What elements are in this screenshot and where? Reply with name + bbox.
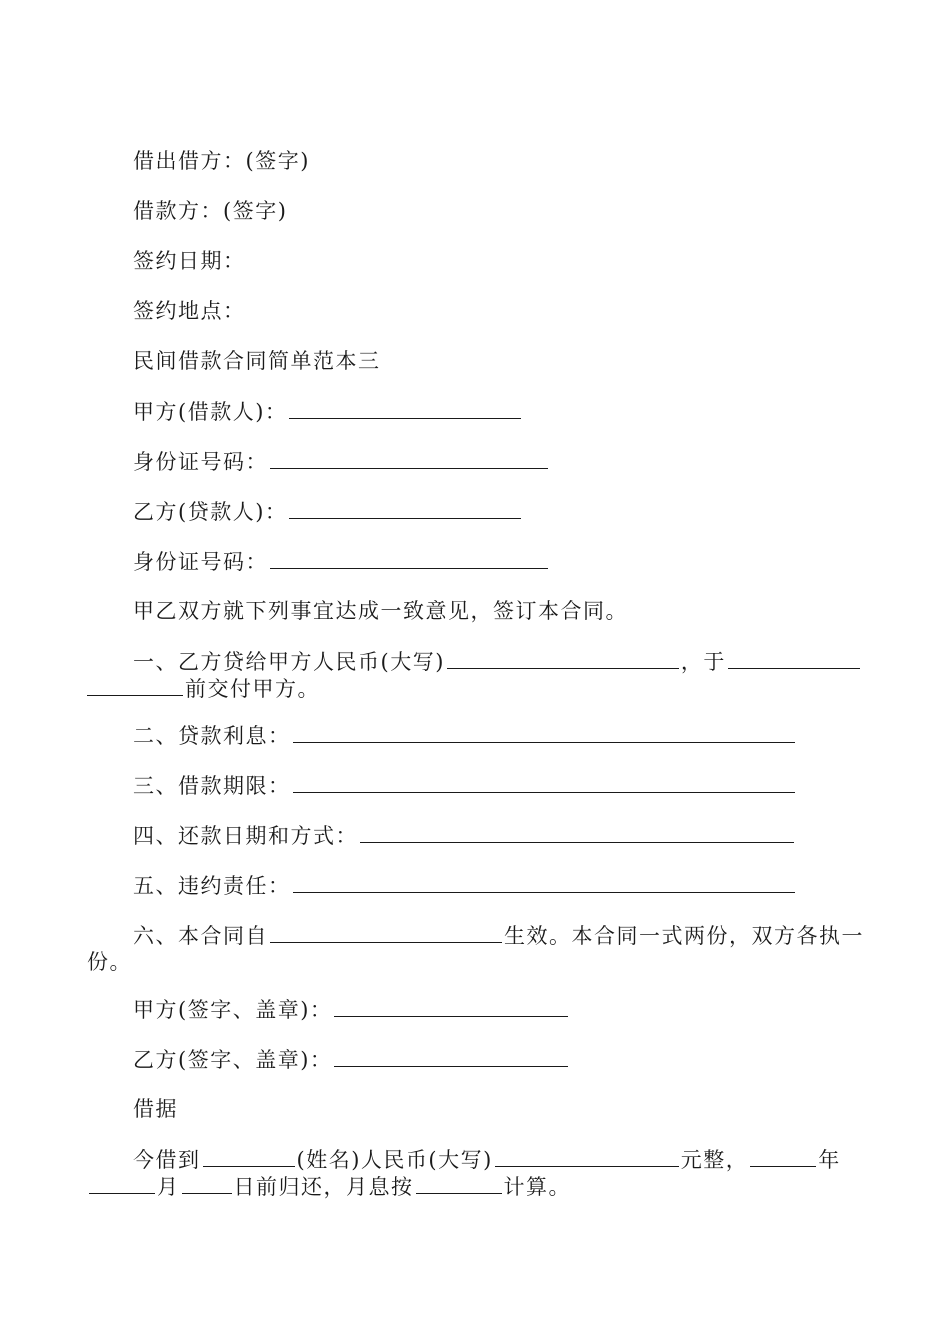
intro-text: 甲乙双方就下列事宜达成一致意见，签订本合同。 bbox=[133, 599, 628, 623]
id-a-label: 身份证号码： bbox=[133, 450, 268, 474]
iou-name-blank[interactable] bbox=[203, 1146, 295, 1167]
clause-2-label: 二、贷款利息： bbox=[133, 724, 291, 748]
id-a-line bbox=[133, 448, 550, 475]
iou-amount-blank[interactable] bbox=[495, 1146, 679, 1167]
iou-day-blank[interactable] bbox=[182, 1173, 232, 1194]
party-b-label: 乙方(贷款人)： bbox=[133, 500, 288, 524]
clause-6-text-b: 生效。本合同一式两份，双方各执一份。 bbox=[87, 924, 864, 974]
clause-3-label: 三、借款期限： bbox=[133, 774, 291, 798]
lender-signature-line bbox=[133, 148, 310, 174]
sign-b-line bbox=[133, 1046, 570, 1073]
clause-1-date-blank-1[interactable] bbox=[728, 648, 860, 669]
sign-a-line bbox=[133, 996, 570, 1023]
iou-title-text: 借据 bbox=[133, 1097, 178, 1121]
clause-6 bbox=[87, 922, 867, 975]
lender-signature-label: 借出借方：(签字) bbox=[133, 149, 310, 173]
iou-text-7: 计算。 bbox=[503, 1175, 571, 1199]
clause-3 bbox=[133, 772, 797, 799]
id-b-line bbox=[133, 548, 550, 575]
iou-year-blank[interactable] bbox=[750, 1146, 816, 1167]
iou-body bbox=[87, 1146, 867, 1200]
id-b-label: 身份证号码： bbox=[133, 550, 268, 574]
sign-date-label: 签约日期： bbox=[133, 249, 246, 273]
clause-5-label: 五、违约责任： bbox=[133, 874, 291, 898]
party-a-label: 甲方(借款人)： bbox=[133, 400, 288, 424]
sign-place-line bbox=[133, 298, 246, 324]
sign-date-line bbox=[133, 248, 246, 274]
iou-month-blank[interactable] bbox=[89, 1173, 155, 1194]
sign-a-blank[interactable] bbox=[334, 996, 568, 1017]
contract-title-text: 民间借款合同简单范本三 bbox=[133, 349, 381, 373]
id-b-blank[interactable] bbox=[270, 548, 548, 569]
clause-6-text-a: 六、本合同自 bbox=[133, 924, 268, 948]
iou-text-5: 月 bbox=[157, 1175, 180, 1199]
clause-4-label: 四、还款日期和方式： bbox=[133, 824, 358, 848]
clause-5-blank[interactable] bbox=[293, 872, 795, 893]
party-a-blank[interactable] bbox=[289, 398, 521, 419]
sign-place-label: 签约地点： bbox=[133, 299, 246, 323]
sign-b-blank[interactable] bbox=[334, 1046, 568, 1067]
iou-text-4: 年 bbox=[818, 1148, 841, 1172]
party-a-line bbox=[133, 398, 523, 425]
clause-1 bbox=[87, 648, 867, 702]
clause-4 bbox=[133, 822, 796, 849]
clause-2 bbox=[133, 722, 797, 749]
borrower-signature-line bbox=[133, 198, 287, 224]
intro-line bbox=[133, 598, 628, 624]
clause-5 bbox=[133, 872, 797, 899]
iou-interest-blank[interactable] bbox=[416, 1173, 502, 1194]
clause-2-blank[interactable] bbox=[293, 722, 795, 743]
iou-title bbox=[133, 1096, 178, 1122]
clause-1-text-b: ，于 bbox=[680, 650, 726, 674]
party-b-blank[interactable] bbox=[289, 498, 521, 519]
clause-1-amount-blank[interactable] bbox=[447, 648, 679, 669]
iou-text-1: 今借到 bbox=[133, 1148, 201, 1172]
party-b-line bbox=[133, 498, 523, 525]
clause-4-blank[interactable] bbox=[360, 822, 794, 843]
clause-1-text-c: 前交付甲方。 bbox=[185, 677, 320, 701]
iou-text-3: 元整， bbox=[680, 1148, 749, 1172]
sign-a-label: 甲方(签字、盖章)： bbox=[133, 998, 333, 1022]
sign-b-label: 乙方(签字、盖章)： bbox=[133, 1048, 333, 1072]
clause-3-blank[interactable] bbox=[293, 772, 795, 793]
borrower-signature-label: 借款方：(签字) bbox=[133, 199, 288, 223]
clause-6-date-blank[interactable] bbox=[270, 922, 502, 943]
iou-text-6: 日前归还，月息按 bbox=[233, 1175, 414, 1199]
clause-1-date-blank-2[interactable] bbox=[87, 675, 183, 696]
contract-title bbox=[133, 348, 381, 374]
id-a-blank[interactable] bbox=[270, 448, 548, 469]
iou-text-2: (姓名)人民币(大写) bbox=[296, 1148, 493, 1172]
clause-1-text-a: 一、乙方贷给甲方人民币(大写) bbox=[133, 650, 445, 674]
